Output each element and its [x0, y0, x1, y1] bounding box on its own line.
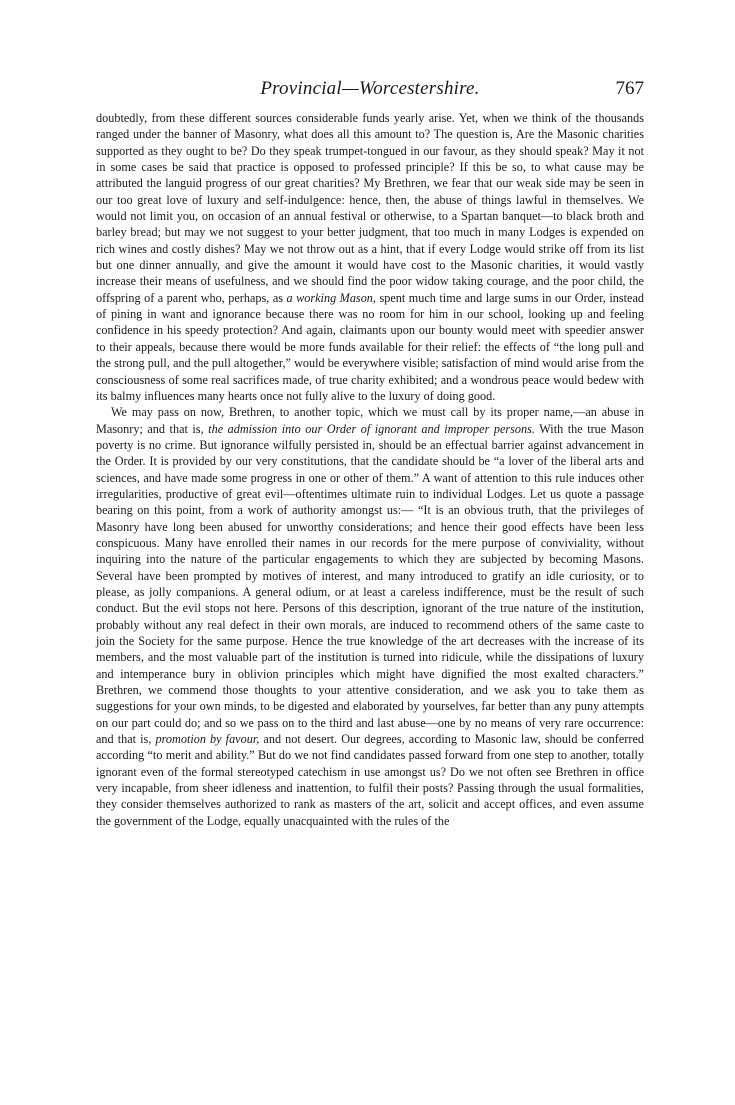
- paragraph-2-emphasis: the admission into our Order of ignorant and improper persons.: [208, 421, 535, 436]
- running-head: [96, 78, 644, 106]
- paragraph-1: [96, 110, 644, 404]
- document-page: [96, 78, 644, 829]
- paragraph-2-text: We may pass on now, Brethren, to another topic, which we must call by its proper name,—an abuse in Masonry; and that is,: [96, 405, 644, 436]
- paragraph-2-text-final: and not desert. Our degrees, according to Masonic law, should be conferred according “to merit and ability.” But do we not find candidates passed forward from one step to another, totally ignorant even of the formal stereotyped catechism in use amongst us? Do we not often see Brethren in office very incapable, from sheer idleness and inattention, to fulfil their posts? Passing through the usual formalities, they consider themselves authorized to rank as masters of the art, solicit and accept offices, and even assume the government of the Lodge, equally unacquainted with the rules of the: [96, 732, 644, 828]
- paragraph-2: [96, 404, 644, 829]
- paragraph-2-text-continued: With the true Mason poverty is no crime. But ignorance wilfully persisted in, should be an effectual barrier against advancement in the Order. It is provided by our very constitutions, that the candidate should be “a lover of the liberal arts and sciences, and have made some progress in one or other of them.” A want of attention to this rule induces other irregularities, productive of great evil—oftentimes ultimate ruin to individual Lodges. Let us quote a passage bearing on this point, from a work of authority amongst us:— “It is an obvious truth, that the privileges of Masonry have long been abused for unworthy considerations; and hence their good effects have been less conspicuous. Many have enrolled their names in our records for the mere purpose of conviviality, without inquiring into the nature of the particular engagements to which they are subjected by becoming Masons. Several have been prompted by motives of interest, and many introduced to gratify an idle curiosity, or to please, as jolly companions. A general odium, or at least a careless indifference, must be the result of such conduct. But the evil stops not here. Persons of this description, ignorant of the true nature of the institution, probably without any real defect in their own morals, are induced to recommend others of the same caste to join the Society for the same purpose. Hence the true knowledge of the art decreases with the increase of its members, and the most valuable part of the institution is turned into ridicule, while the dissipations of luxury and intemperance bury in oblivion principles which might have dignified the most exalted characters.” Brethren, we commend those thoughts to your attentive consideration, and we ask you to take them as suggestions for your own minds, to be digested and elaborated by yourselves, far better than any puny attempts on our part could do; and so we pass on to the third and last abuse—one by no means of very rare occurrence: and that is,: [96, 421, 644, 747]
- paragraph-1-text-continued: spent much time and large sums in our Order, instead of pining in want and ignorance because there was no room for him in our school, looking up and feeling confidence in his speedy protection? And again, claimants upon our bounty would meet with speedier answer to their appeals, because there would be more funds available for their relief: the effects of “the long pull and the strong pull, and the pull altogether,” would be everywhere visible; satisfaction of mind would arise from the consciousness of some real sacrifices made, of true charity exhibited; and a wondrous peace would bedew with its balmy influences many hearts once not fully alive to the luxury of doing good.: [96, 290, 644, 403]
- paragraph-1-emphasis: a working Mason,: [286, 290, 376, 305]
- body-text: [96, 110, 644, 829]
- page-number: 767: [615, 78, 644, 99]
- paragraph-2-emphasis-2: promotion by favour,: [155, 732, 260, 747]
- running-title: Provincial—Worcestershire.: [260, 78, 480, 99]
- paragraph-1-text: doubtedly, from these different sources considerable funds yearly arise. Yet, when we think of the thousands ranged under the banner of Masonry, what does all this amount to? The question is, Are the Masonic charities supported as they ought to be? Do they speak trumpet-tongued in our favour, as they should speak? May it not in some cases be said that practice is opposed to professed principle? If this be so, to what cause may be attributed the languid progress of our great charities? My Brethren, we fear that our weak side may be seen in our too great love of luxury and self-indulgence: hence, then, the abuse of things lawful in themselves. We would not limit you, on occasion of an annual festival or otherwise, to a Spartan banquet—to black broth and barley bread; but may we not suggest to your better judgment, that too much in many Lodges is expended on rich wines and costly dishes? May we not throw out as a hint, that if every Lodge would strike off from its list but one dinner annually, and give the amount it would have cost to the Masonic charities, it would vastly increase their means of usefulness, and we should find the poor widow taking courage, and the poor child, the offspring of a parent who, perhaps, as: [96, 111, 644, 305]
